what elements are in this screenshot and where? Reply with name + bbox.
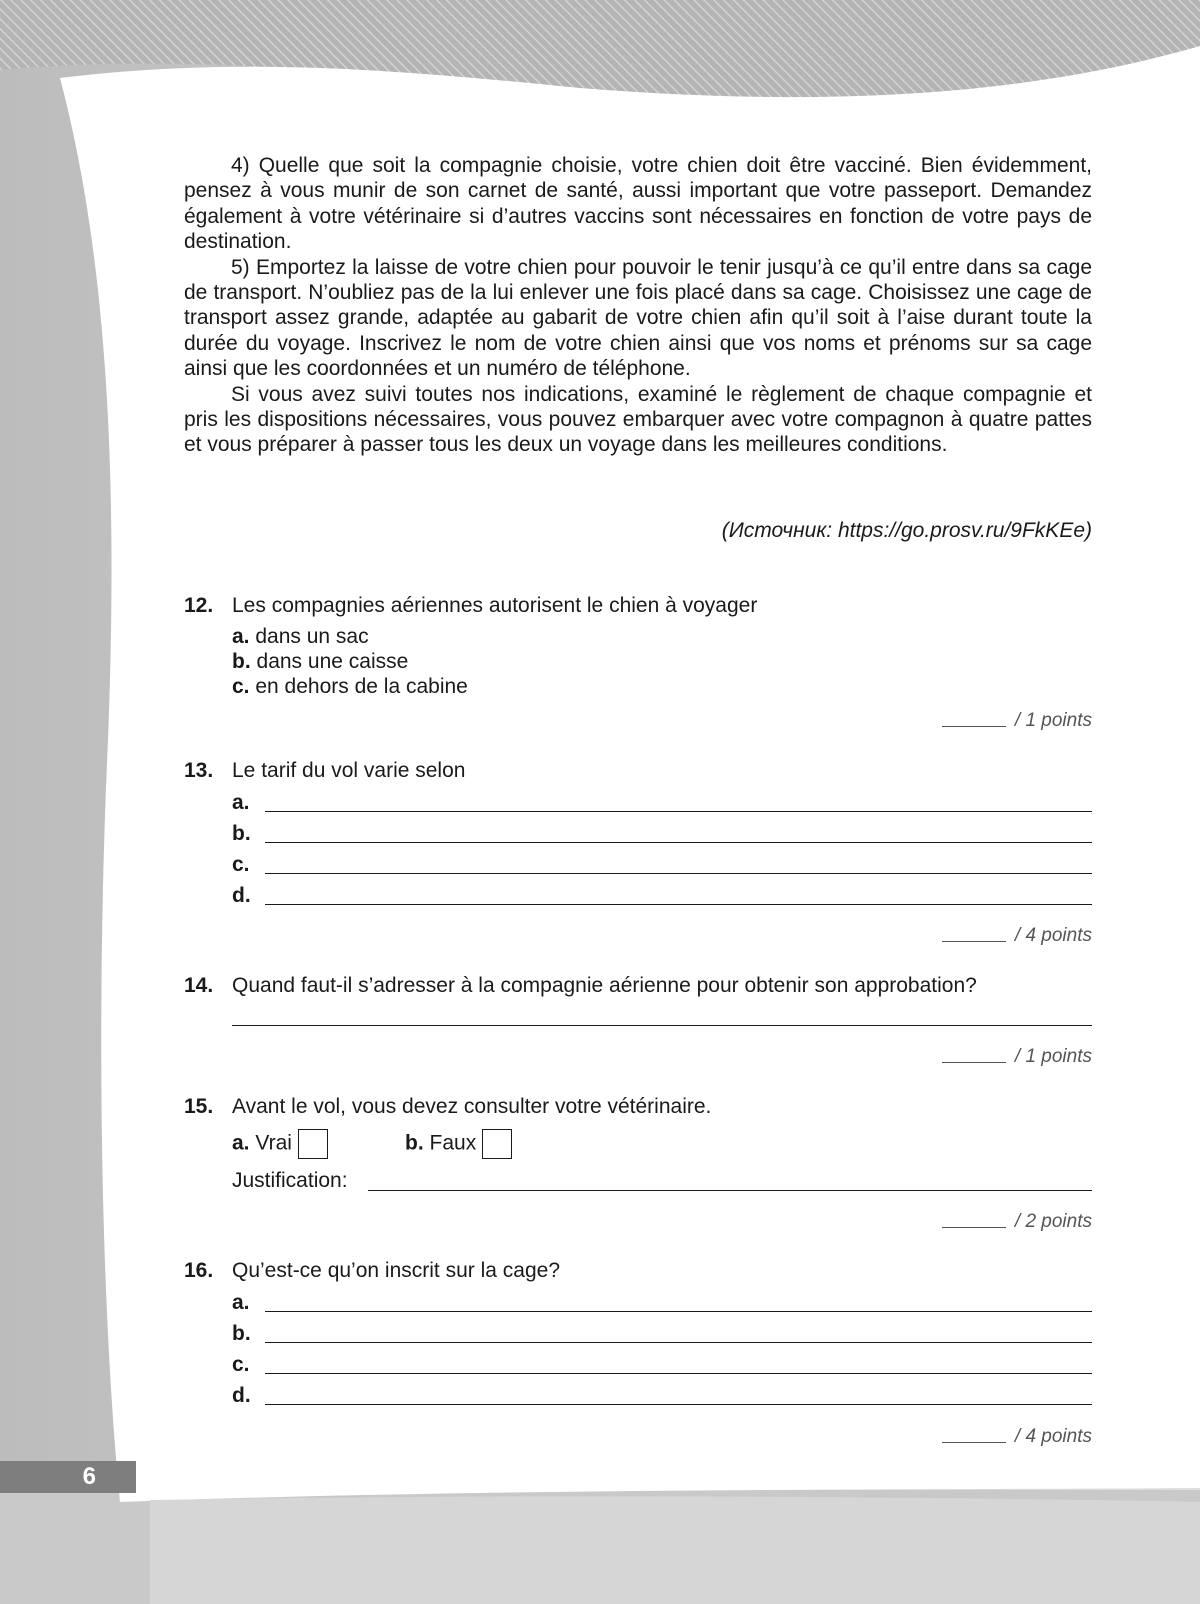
score-q14: / 1 points bbox=[942, 1046, 1092, 1068]
question-number: 15. bbox=[184, 1095, 214, 1118]
question-text: Les compagnies aériennes autorisent le chien à voyager bbox=[232, 594, 758, 617]
answer-line[interactable] bbox=[232, 1025, 1092, 1026]
justification-line[interactable] bbox=[368, 1190, 1092, 1191]
score-blank[interactable] bbox=[942, 726, 1006, 727]
option-b[interactable] bbox=[232, 649, 408, 674]
score-blank[interactable] bbox=[942, 1227, 1006, 1228]
score-q13: / 4 points bbox=[942, 925, 1092, 947]
score-q12: / 1 points bbox=[942, 710, 1092, 732]
answer-line-b[interactable]: b. bbox=[232, 1321, 1092, 1349]
false-checkbox[interactable] bbox=[482, 1129, 512, 1159]
true-checkbox[interactable] bbox=[298, 1129, 328, 1159]
question-number: 14. bbox=[184, 974, 214, 997]
justification-label: Justification: bbox=[232, 1169, 348, 1192]
paragraph-conclusion: Si vous avez suivi toutes nos indications, examiné le règlement de chaque compagnie et pris les dispositions nécessaires, vous pouvez embarquer avec votre compagnon à quatre pattes et vous préparer à passer tous les deux un voyage dans les meilleures conditions. bbox=[184, 382, 1092, 457]
question-text: Quand faut-il s’adresser à la compagnie aérienne pour obtenir son approbation? bbox=[232, 974, 977, 997]
question-14 bbox=[184, 973, 1092, 998]
question-number: 12. bbox=[184, 594, 214, 617]
paragraph-4: 4) Quelle que soit la compagnie choisie, votre chien doit être vacciné. Bien évidemment, pensez à vous munir de son carnet de santé, aussi important que votre passeport. Demandez également à votre vétérinaire si d’autres vaccins sont nécessaires en fonction de votre pays de destination. bbox=[184, 154, 1092, 254]
question-number: 13. bbox=[184, 759, 214, 782]
false-option: b. Faux bbox=[405, 1129, 512, 1159]
option-text: dans une caisse bbox=[256, 650, 409, 673]
answer-line-b[interactable]: b. bbox=[232, 821, 1092, 849]
option-letter: c. bbox=[232, 675, 250, 698]
score-blank[interactable] bbox=[942, 1062, 1006, 1063]
true-option: a. Vrai bbox=[232, 1129, 328, 1159]
score-q16: / 4 points bbox=[942, 1426, 1092, 1448]
score-q15: / 2 points bbox=[942, 1211, 1092, 1233]
answer-line-d[interactable]: d. bbox=[232, 1383, 1092, 1411]
source-citation: (Источник: https://go.prosv.ru/9FkKEe) bbox=[721, 519, 1092, 542]
article-text bbox=[184, 153, 1092, 458]
option-text: en dehors de la cabine bbox=[255, 675, 468, 698]
answer-line-c[interactable]: c. bbox=[232, 852, 1092, 880]
option-a[interactable] bbox=[232, 624, 369, 649]
question-13 bbox=[184, 758, 1092, 783]
answer-line-d[interactable]: d. bbox=[232, 883, 1092, 911]
score-blank[interactable] bbox=[942, 941, 1006, 942]
option-c[interactable] bbox=[232, 674, 468, 699]
answer-line-a[interactable]: a. bbox=[232, 790, 1092, 818]
question-text: Qu’est-ce qu’on inscrit sur la cage? bbox=[232, 1259, 560, 1282]
page-number: 6 bbox=[0, 1461, 136, 1493]
question-12 bbox=[184, 593, 1092, 618]
answer-line-a[interactable]: a. bbox=[232, 1290, 1092, 1318]
question-text: Le tarif du vol varie selon bbox=[232, 759, 466, 782]
answer-line-c[interactable]: c. bbox=[232, 1352, 1092, 1380]
question-15 bbox=[184, 1094, 1092, 1119]
option-letter: b. bbox=[232, 650, 251, 673]
option-text: dans un sac bbox=[255, 625, 369, 648]
question-16 bbox=[184, 1258, 1092, 1283]
option-letter: a. bbox=[232, 625, 250, 648]
question-number: 16. bbox=[184, 1259, 214, 1282]
justification-row bbox=[232, 1168, 1092, 1193]
score-blank[interactable] bbox=[942, 1442, 1006, 1443]
paragraph-5: 5) Emportez la laisse de votre chien pour pouvoir le tenir jusqu’à ce qu’il entre dans sa cage de transport. N’oubliez pas de la lui enlever une fois placé dans sa cage. Choisissez une cage de transport assez grande, adaptée au gabarit de votre chien afin qu’il soit à l’aise durant toute la durée du voyage. Inscrivez le nom de votre chien ainsi que vos noms et prénoms sur sa cage ainsi que les coordonnées et un numéro de téléphone. bbox=[184, 255, 1092, 381]
question-text: Avant le vol, vous devez consulter votre vétérinaire. bbox=[232, 1095, 712, 1118]
